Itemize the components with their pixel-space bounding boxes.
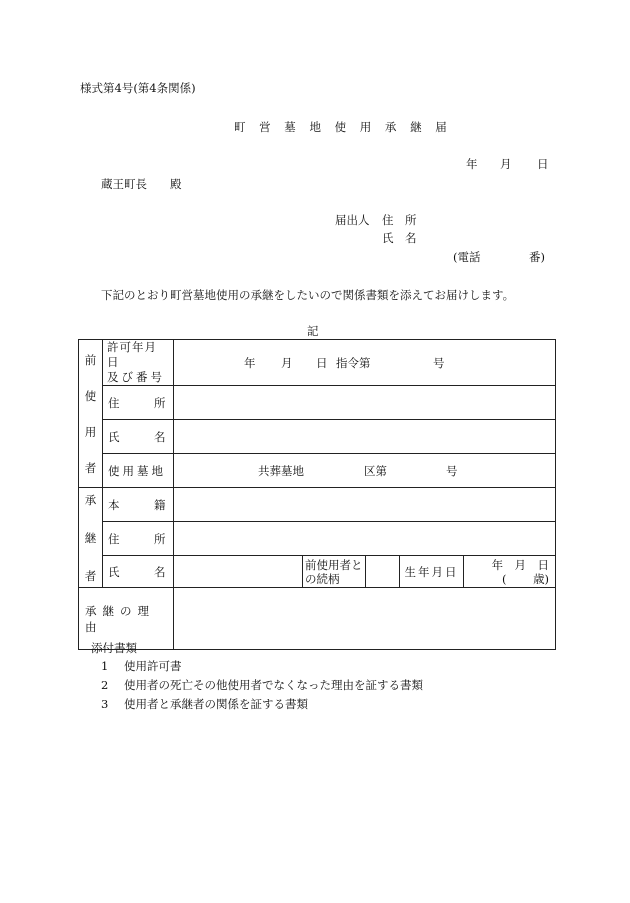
attachment-num: 3 (101, 697, 109, 711)
document-title: 町 営 墓 地 使 用 承 継 届 (234, 120, 452, 134)
applicant-address-label: 住 所 (382, 213, 417, 227)
permit-go: 号 (433, 355, 445, 370)
permit-label-cell (103, 340, 174, 386)
phone-close: 番) (529, 250, 545, 264)
attachment-num: 2 (101, 678, 109, 692)
attachment-item (101, 696, 308, 712)
applicant-label: 届出人 (335, 213, 370, 227)
permit-month: 月 (281, 355, 293, 370)
permit-year: 年 (244, 355, 256, 370)
address-value-cell[interactable] (174, 386, 556, 420)
succ-address-label: 住 所 (108, 531, 166, 546)
birth-value-cell[interactable] (464, 556, 556, 588)
relation-label-cell (303, 556, 366, 588)
ki-marker: 記 (307, 324, 319, 338)
relation-value-cell[interactable] (366, 556, 400, 588)
permit-value-cell[interactable] (174, 340, 556, 386)
succ-name-label: 氏 名 (108, 564, 166, 579)
form-table (78, 339, 556, 650)
honseki-value-cell[interactable] (174, 488, 556, 522)
succ-name-label-cell (103, 556, 174, 588)
attachment-text: 使用許可書 (123, 659, 182, 673)
plot-go: 号 (446, 464, 458, 478)
attachments-heading: 添付書類 (91, 641, 137, 655)
birth-age-close: 歳) (533, 571, 550, 586)
permit-day: 日 (316, 355, 328, 370)
plot-label: 使用墓地 (108, 463, 166, 478)
succ-address-value-cell[interactable] (174, 522, 556, 556)
addressee: 蔵王町長 殿 (101, 177, 182, 191)
succ-side-char-1: 承 (84, 492, 97, 507)
relation-label-2: の続柄 (305, 571, 340, 586)
plot-label-cell (103, 454, 174, 488)
attachment-text: 使用者の死亡その他使用者でなくなった理由を証する書類 (123, 678, 423, 692)
prev-side-char-3: 用 (84, 424, 97, 439)
prev-user-side-label (79, 340, 103, 488)
permit-label-1: 許可年月日 (107, 340, 157, 369)
reason-label: 承継の理由 (85, 603, 155, 634)
succ-side-char-2: 継 (84, 530, 97, 545)
plot-value-cell[interactable] (174, 454, 556, 488)
name-label: 氏 名 (108, 429, 166, 444)
honseki-label: 本 籍 (108, 497, 166, 512)
succ-name-value-cell[interactable] (174, 556, 303, 588)
date-year: 年 (466, 157, 478, 171)
attachment-item (101, 658, 181, 674)
honseki-label-cell (103, 488, 174, 522)
name-label-cell (103, 420, 174, 454)
name-value-cell[interactable] (174, 420, 556, 454)
address-label: 住 所 (108, 395, 166, 410)
permit-shirei: 指令第 (336, 355, 371, 370)
attachment-num: 1 (101, 659, 109, 673)
succ-side-char-3: 者 (84, 568, 97, 583)
plot-ku: 区第 (364, 464, 387, 478)
birth-label-cell (400, 556, 464, 588)
plot-kyoso: 共葬墓地 (258, 464, 304, 478)
form-number: 様式第4号(第4条関係) (80, 81, 196, 95)
succ-address-label-cell (103, 522, 174, 556)
permit-label-2: 及び番号 (107, 370, 165, 384)
relation-label-1: 前使用者と (305, 557, 363, 572)
birth-label: 生年月日 (404, 564, 459, 579)
prev-side-char-4: 者 (84, 460, 97, 475)
date-month: 月 (500, 157, 512, 171)
date-day: 日 (537, 157, 549, 171)
prev-side-char-1: 前 (84, 352, 97, 367)
address-label-cell (103, 386, 174, 420)
applicant-name-label: 氏 名 (382, 231, 417, 245)
reason-value-cell[interactable] (174, 588, 556, 650)
prev-side-char-2: 使 (84, 388, 97, 403)
attachment-item (101, 677, 423, 693)
birth-age-open: ( (502, 571, 507, 586)
phone-open: (電話 (453, 250, 481, 264)
successor-side-label (79, 488, 103, 588)
statement: 下記のとおり町営墓地使用の承継をしたいので関係書類を添えてお届けします。 (101, 288, 515, 302)
attachment-text: 使用者と承継者の関係を証する書類 (123, 697, 308, 711)
birth-value-1: 年 月 日 (491, 557, 550, 572)
